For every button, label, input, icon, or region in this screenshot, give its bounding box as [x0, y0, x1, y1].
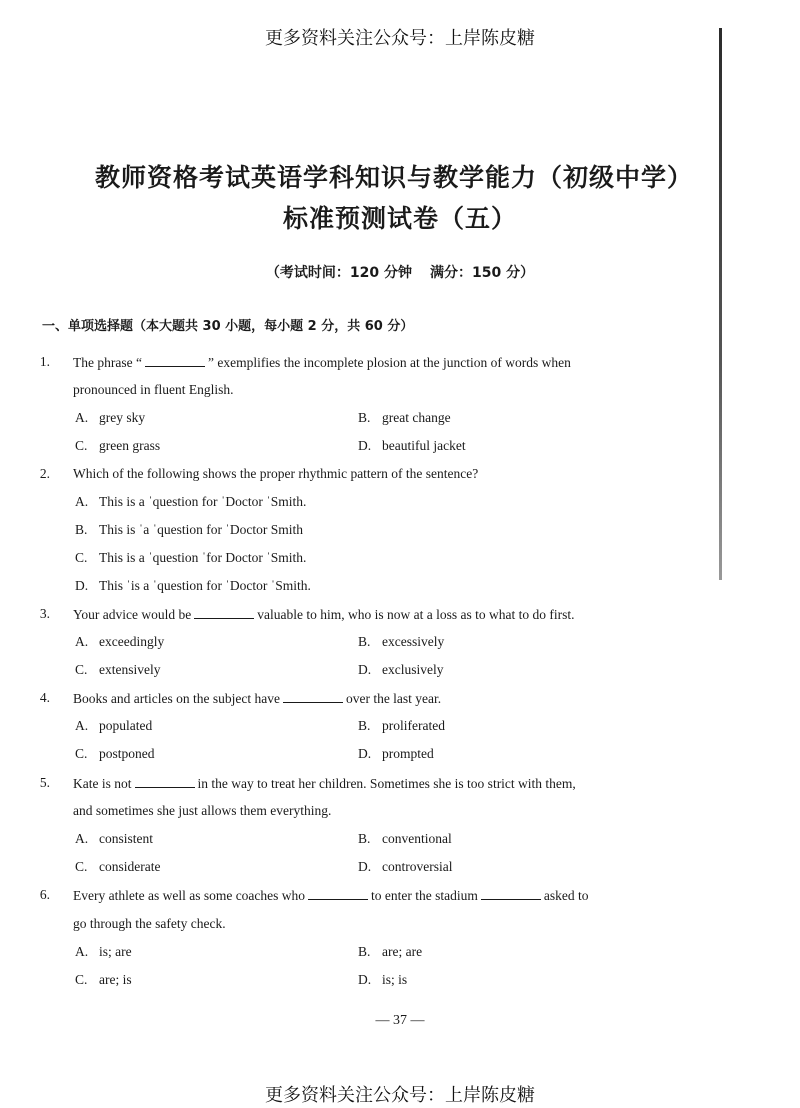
- question-stem: 1. The phrase “ ” exemplifies the incomplete plosion at the junction of words when: [30, 354, 571, 371]
- exam-time: （考试时间：120 分钟: [265, 265, 412, 281]
- option-c[interactable]: C. are; is: [75, 972, 132, 987]
- option-b[interactable]: B. proliferated: [358, 718, 445, 733]
- option-a[interactable]: A. grey sky: [75, 410, 146, 425]
- page-number: — 37 —: [375, 1013, 425, 1028]
- option-c[interactable]: C. extensively: [75, 662, 161, 677]
- question-stem-line2: go through the safety check.: [73, 916, 226, 931]
- exam-meta: [0, 262, 800, 282]
- option-d[interactable]: D. beautiful jacket: [358, 438, 466, 453]
- question-number: 3.: [39, 606, 50, 621]
- option-a[interactable]: A. This is a ˈquestion for ˈDoctor ˈSmith.: [75, 494, 307, 509]
- answer-blank: [194, 606, 254, 619]
- question-stem-line2: and sometimes she just allows them everything.: [73, 803, 332, 818]
- option-b[interactable]: B. great change: [358, 410, 451, 425]
- answer-blank: [145, 354, 205, 367]
- option-b[interactable]: B. conventional: [358, 831, 452, 846]
- question-stem: 2. Which of the following shows the proper rhythmic pattern of the sentence?: [30, 466, 478, 482]
- option-a[interactable]: A. is; are: [75, 944, 132, 959]
- option-d[interactable]: D. This ˈis a ˈquestion for ˈDoctor ˈSmith.: [75, 578, 311, 593]
- scan-edge-shadow: [719, 28, 722, 580]
- question-number: 4.: [39, 690, 50, 705]
- question-stem: 5. Kate is not in the way to treat her children. Sometimes she is too strict with them,: [30, 775, 576, 792]
- option-b[interactable]: B. This is ˈa ˈquestion for ˈDoctor Smith: [75, 522, 303, 537]
- question-number: 1.: [39, 354, 50, 369]
- option-b[interactable]: B. are; are: [358, 944, 423, 959]
- question-number: 2.: [39, 466, 50, 481]
- exam-title-line1: 教师资格考试英语学科知识与教学能力（初级中学）: [94, 163, 693, 192]
- answer-blank: [481, 887, 541, 900]
- full-score: 满分：150 分）: [430, 265, 535, 281]
- option-c[interactable]: C. postponed: [75, 746, 155, 761]
- question-number: 5.: [39, 775, 50, 790]
- answer-blank: [135, 775, 195, 788]
- answer-blank: [283, 690, 343, 703]
- section-heading: 一、单项选择题（本大题共 30 小题，每小题 2 分，共 60 分）: [42, 319, 414, 334]
- option-c[interactable]: C. This is a ˈquestion ˈfor Doctor ˈSmith.: [75, 550, 307, 565]
- option-b[interactable]: B. excessively: [358, 634, 445, 649]
- answer-blank: [308, 887, 368, 900]
- top-banner: 更多资料关注公众号：上岸陈皮糖: [265, 28, 535, 49]
- option-c[interactable]: C. green grass: [75, 438, 161, 453]
- question-stem: 6. Every athlete as well as some coaches who to enter the stadium asked to: [30, 887, 589, 904]
- question-stem: 3. Your advice would be valuable to him, who is now at a loss as to what to do first.: [30, 606, 574, 623]
- option-a[interactable]: A. populated: [75, 718, 153, 733]
- option-a[interactable]: A. consistent: [75, 831, 153, 846]
- bottom-banner: 更多资料关注公众号：上岸陈皮糖: [265, 1085, 535, 1106]
- question-stem-line2: pronounced in fluent English.: [73, 382, 234, 397]
- question-number: 6.: [39, 887, 50, 902]
- question-stem: 4. Books and articles on the subject have over the last year.: [30, 690, 441, 707]
- option-d[interactable]: D. is; is: [358, 972, 408, 987]
- option-a[interactable]: A. exceedingly: [75, 634, 165, 649]
- option-d[interactable]: D. prompted: [358, 746, 434, 761]
- option-d[interactable]: D. controversial: [358, 859, 453, 874]
- exam-title-line2: 标准预测试卷（五）: [282, 204, 517, 233]
- option-c[interactable]: C. considerate: [75, 859, 161, 874]
- option-d[interactable]: D. exclusively: [358, 662, 444, 677]
